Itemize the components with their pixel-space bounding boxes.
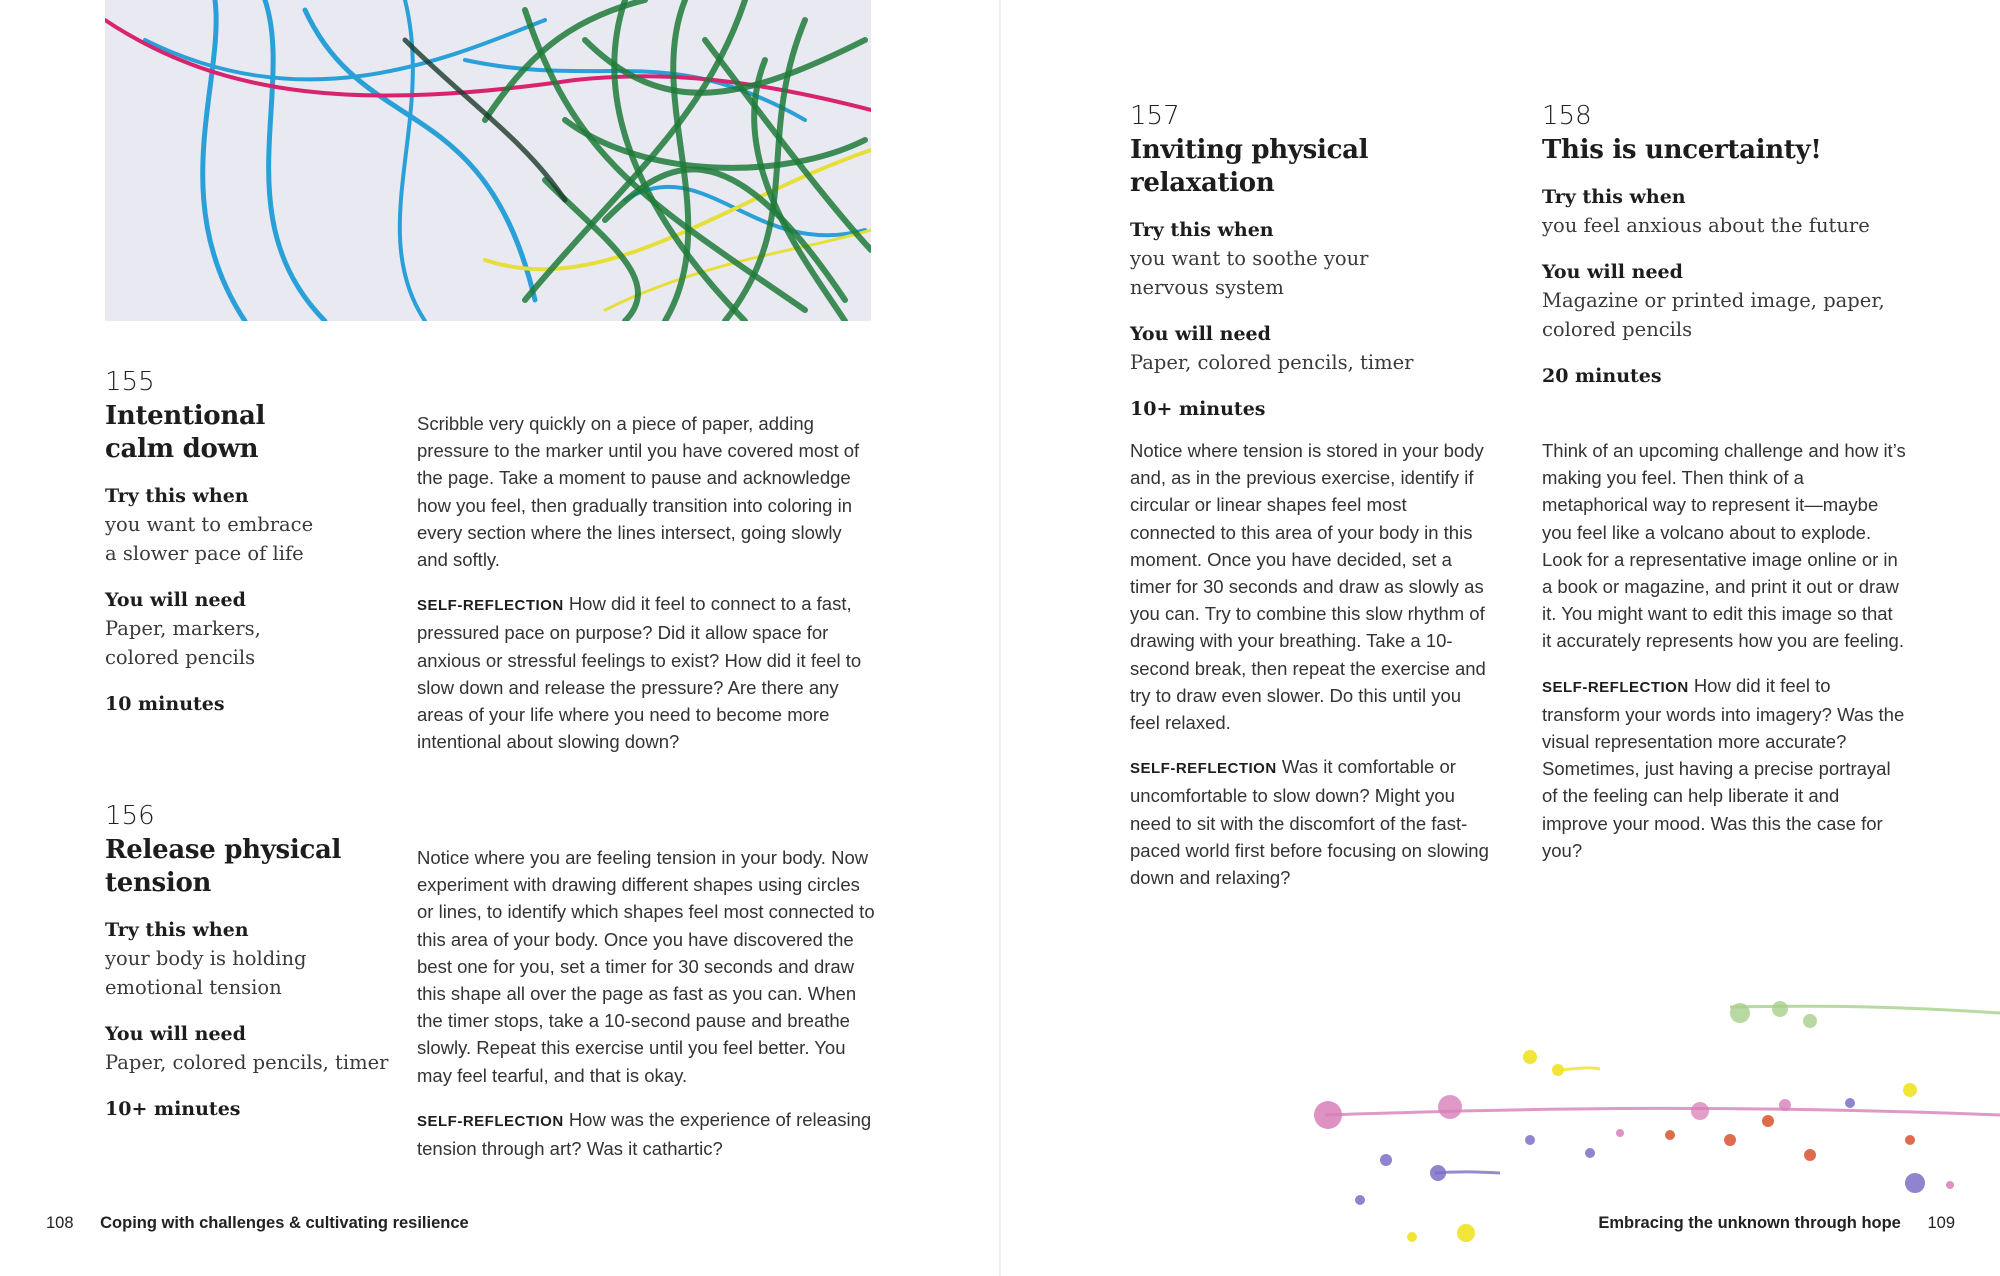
activity-title bbox=[105, 400, 405, 466]
self-reflection bbox=[1542, 672, 1907, 864]
you-will-need-value bbox=[105, 614, 405, 672]
activity-158-body bbox=[1542, 437, 1907, 881]
need-line: Paper, markers, bbox=[105, 617, 261, 640]
left-page-footer bbox=[46, 1212, 469, 1234]
you-will-need-label: You will need bbox=[1542, 261, 1683, 283]
duration: 20 minutes bbox=[1542, 365, 1662, 387]
activity-156-body bbox=[417, 844, 877, 1179]
try-this-line: you want to soothe your bbox=[1130, 247, 1369, 270]
you-will-need-label: You will need bbox=[105, 589, 246, 611]
self-reflection bbox=[417, 1106, 877, 1162]
self-reflection-label: SELF-REFLECTION bbox=[1542, 678, 1689, 696]
need-line: colored pencils bbox=[1542, 318, 1693, 341]
duration: 10+ minutes bbox=[105, 1098, 241, 1120]
try-this-label: Try this when bbox=[1542, 186, 1686, 208]
page-number: 109 bbox=[1927, 1214, 1955, 1232]
you-will-need-label: You will need bbox=[1130, 323, 1271, 345]
self-reflection-text: How did it feel to transform your words into imagery? Was the visual representation more accurate? Sometimes, just having a precise portrayal of the feeling can help liberate it and improve your mood. Was this the case for you? bbox=[1542, 674, 1905, 861]
you-will-need-value bbox=[1542, 286, 1942, 344]
try-this-value bbox=[105, 944, 405, 1002]
self-reflection-label: SELF-REFLECTION bbox=[417, 597, 564, 615]
need-line: Paper, colored pencils, timer bbox=[1130, 351, 1414, 374]
activity-title-line: Inviting physical relaxation bbox=[1130, 135, 1369, 198]
try-this-line: a slower pace of life bbox=[105, 542, 304, 565]
try-this-label: Try this when bbox=[105, 485, 249, 507]
activity-155-body bbox=[417, 410, 877, 772]
self-reflection-label: SELF-REFLECTION bbox=[417, 1112, 564, 1130]
try-this-value bbox=[105, 510, 405, 568]
activity-title bbox=[105, 834, 405, 900]
need-line: Magazine or printed image, paper, bbox=[1542, 289, 1885, 312]
duration: 10 minutes bbox=[105, 693, 225, 715]
activity-number: 157 bbox=[1130, 101, 1180, 131]
you-will-need-label: You will need bbox=[105, 1023, 246, 1045]
duration: 10+ minutes bbox=[1130, 398, 1266, 420]
self-reflection bbox=[1130, 753, 1490, 891]
try-this-label: Try this when bbox=[105, 919, 249, 941]
instructions: Notice where tension is stored in your body and, as in the previous exercise, identify if circular or linear shapes feel most connected to this area of your body in this moment. Once you have decided, set a timer for 30 seconds and draw as slowly as you can. Try to combine this slow rhythm of drawing with your breathing. Take a 10-second break, then repeat the exercise and try to draw even slower. Do this until you feel relaxed. bbox=[1130, 440, 1486, 734]
try-this-line: you feel anxious about the future bbox=[1542, 214, 1870, 237]
activity-title bbox=[1130, 134, 1510, 200]
try-this-label: Try this when bbox=[1130, 219, 1274, 241]
self-reflection-text: How did it feel to connect to a fast, pressured pace on purpose? Did it allow space for anxious or stressful feelings to exist? How did it feel to slow down and release the pressure? Are there any areas of your life where you need to become more intentional about slowing down? bbox=[417, 593, 862, 753]
activity-title-line: Release physical bbox=[105, 835, 342, 865]
instructions: Scribble very quickly on a piece of paper, adding pressure to the marker until you have covered most of the page. Take a moment to pause and acknowledge how you feel, then gradually transition into coloring in every section where the lines intersect, going slowly and softly. bbox=[417, 413, 860, 571]
activity-157-body bbox=[1130, 437, 1490, 908]
try-this-line: you want to embrace bbox=[105, 513, 314, 536]
self-reflection-label: SELF-REFLECTION bbox=[1130, 760, 1277, 778]
you-will-need-value bbox=[105, 1048, 405, 1077]
activity-number: 158 bbox=[1542, 101, 1592, 131]
activity-number: 155 bbox=[105, 367, 155, 397]
right-page-footer bbox=[1598, 1212, 1955, 1234]
instructions: Notice where you are feeling tension in your body. Now experiment with drawing different shapes using circles or lines, to identify which shapes feel most connected to this area of your body. Once you have discovered the best one for you, set a timer for 30 seconds and draw this shape all over the page as fast as you can. When the timer stops, take a 10-second pause and breathe slowly. Repeat this exercise until you feel better. You may feel tearful, and that is okay. bbox=[417, 847, 875, 1086]
try-this-line: emotional tension bbox=[105, 976, 282, 999]
try-this-value bbox=[1542, 211, 1942, 240]
you-will-need-value bbox=[1130, 348, 1510, 377]
activity-title bbox=[1542, 134, 1942, 167]
book-spine bbox=[999, 0, 1001, 1276]
activity-155-sidebar bbox=[105, 366, 405, 718]
self-reflection-text: How was the experience of releasing tension through art? Was it cathartic? bbox=[417, 1108, 872, 1160]
instructions: Think of an upcoming challenge and how it’s making you feel. Then think of a metaphorical way to represent it—maybe you feel like a volcano about to explode. Look for a representative image online or in a book or magazine, and print it out or draw it. You might want to edit this image so that it accurately represents how you are feeling. bbox=[1542, 440, 1906, 652]
try-this-line: your body is holding bbox=[105, 947, 307, 970]
activity-158-header bbox=[1542, 100, 1942, 390]
activity-title-line: Intentional bbox=[105, 401, 266, 431]
activity-title-line: This is uncertainty! bbox=[1542, 135, 1822, 165]
need-line: colored pencils bbox=[105, 646, 256, 669]
try-this-line: nervous system bbox=[1130, 276, 1284, 299]
activity-title-line: tension bbox=[105, 868, 212, 898]
activity-title-line: calm down bbox=[105, 434, 259, 464]
chapter-title: Coping with challenges & cultivating resilience bbox=[100, 1214, 469, 1232]
activity-157-header bbox=[1130, 100, 1510, 423]
self-reflection-text: Was it comfortable or uncomfortable to slow down? Might you need to sit with the discomfort of the fast-paced world first before focusing on slowing down and relaxing? bbox=[1130, 756, 1489, 889]
scribble-photo bbox=[105, 0, 871, 321]
activity-number: 156 bbox=[105, 801, 155, 831]
page-number: 108 bbox=[46, 1214, 74, 1232]
try-this-value bbox=[1130, 244, 1510, 302]
section-title: Embracing the unknown through hope bbox=[1598, 1214, 1901, 1232]
activity-156-sidebar bbox=[105, 800, 405, 1123]
need-line: Paper, colored pencils, timer bbox=[105, 1051, 389, 1074]
self-reflection bbox=[417, 590, 877, 755]
